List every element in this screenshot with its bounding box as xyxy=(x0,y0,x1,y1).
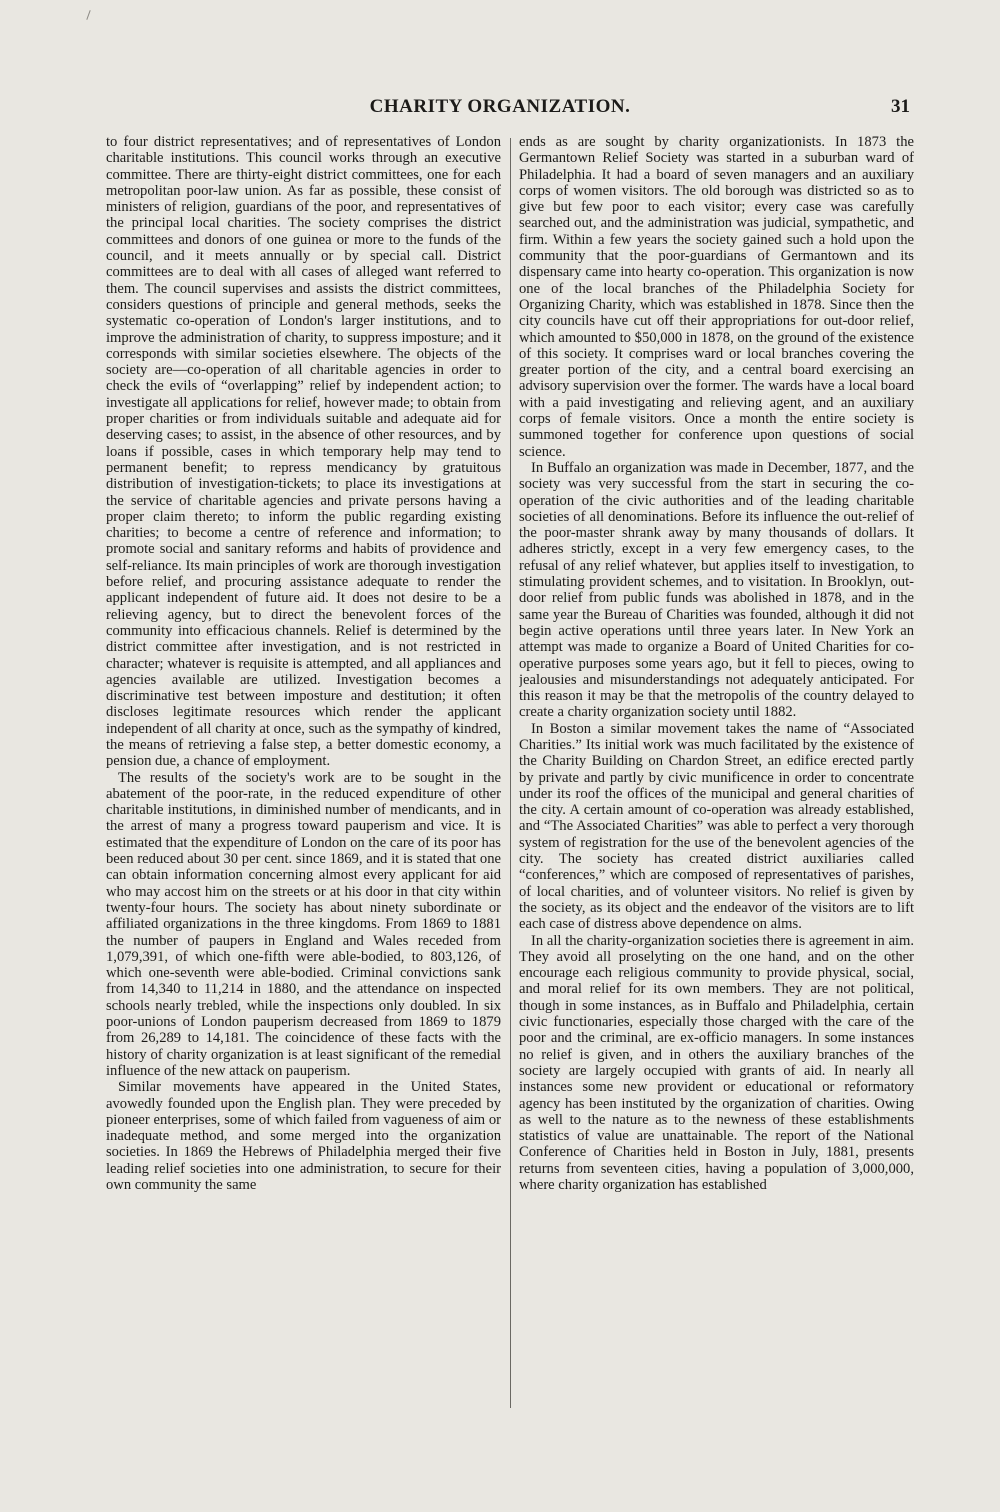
column-divider xyxy=(510,138,511,1408)
paragraph: ends as are sought by charity organizationists. In 1873 the Germantown Relief Society was started in a suburban ward of Philadelphia. It had a board of seven managers and an auxiliary corps of women visitors. The old borough was districted so as to give but few poor to each visitor; every case was carefully searched out, and the administration was judicial, sympathetic, and firm. Within a few years the society gained such a hold upon the community that the poor-guardians of Germantown and its dispensary came into hearty co-operation. This organization is now one of the local branches of the Philadelphia Society for Organizing Charity, which was established in 1878. Since then the city councils have cut off their appropriations for out-door relief, which amounted to $50,000 in 1878, on the ground of the existence of this society. It comprises ward or local branches covering the greater portion of the city, and a central board exercising an advisory supervision over the former. The wards have a local board with a paid investigating and relieving agent, and an auxiliary corps of female visitors. Once a month the entire society is summoned together for conference upon questions of social science. xyxy=(519,134,914,460)
right-column xyxy=(519,134,914,1409)
running-head: CHARITY ORGANIZATION. xyxy=(369,96,631,117)
paragraph: to four district representatives; and of representatives of London charitable institutions. This council works through an executive committee. There are thirty-eight district committees, one for each metropolitan poor-law union. As far as possible, these consist of ministers of religion, guardians of the poor, and representatives of the principal local charities. The society comprises the district committees and donors of one guinea or more to the funds of the council, and it meets annually or by special call. District committees are to deal with all cases of alleged want referred to them. The council supervises and assists the district committees, considers questions of principle and general methods, seeks the systematic co-operation of London's larger institutions, and to improve the administration of charity, to suppress imposture; and it corresponds with similar societies elsewhere. The objects of the society are—co-operation of all charitable agencies in order to check the evils of “overlapping” relief by independent action; to investigate all applications for relief, however made; to obtain from proper charities or from individuals suitable and adequate aid for deserving cases; to assist, in the absence of other resources, and by loans if possible, cases in which temporary help may tend to permanent benefit; to repress mendicancy by gratuitous distribution of investigation-tickets; to place its investigations at the service of charitable agencies and private persons having a proper claim thereto; to inform the public regarding existing charities; to become a centre of reference and information; to promote social and sanitary reforms and habits of providence and self-reliance. Its main principles of work are thorough investigation before relief, and procuring assistance adequate to render the applicant independent of future aid. It does not desire to be a relieving agency, but to direct the benevolent forces of the community into efficacious channels. Relief is determined by the district committee after investigation, and is not restricted in character; whatever is requisite is attempted, and all appliances and agencies available are utilized. Investigation becomes a discriminative test between imposture and destitution; it often discloses legitimate resources which render the applicant independent of all charity at once, such as the sympathy of kindred, the means of retrieving a false step, a better domestic economy, a pension due, a chance of employment. xyxy=(106,134,501,770)
page-header xyxy=(0,96,1000,120)
page-number: 31 xyxy=(891,96,910,117)
paragraph: In Boston a similar movement takes the name of “Associated Charities.” Its initial work was much facilitated by the existence of the Charity Building on Chardon Street, an edifice erected partly by private and partly by civic munificence in order to concentrate under its roof the offices of the municipal and general charities of the city. A certain amount of co-operation was already established, and “The Associated Charities” was able to perfect a very thorough system of registration for the use of the benevolent agencies of the city. The society has created district auxiliaries called “conferences,” which are composed of representatives of parishes, of local charities, and of volunteer visitors. No relief is given by the society, as its object and the endeavor of the visitors are to lift each case of distress above dependence on alms. xyxy=(519,720,914,933)
paragraph: Similar movements have appeared in the United States, avowedly founded upon the English plan. They were preceded by pioneer enterprises, some of which failed from vagueness of aim or inadequate method, and some merged into the organization societies. In 1869 the Hebrews of Philadelphia merged their five leading relief societies into one administration, to secure for their own community the same xyxy=(106,1079,501,1193)
margin-mark xyxy=(86,10,90,20)
paragraph: The results of the society's work are to be sought in the abatement of the poor-rate, in the reduced expenditure of other charitable institutions, in diminished number of mendicants, and in the arrest of many a progress toward pauperism and vice. It is estimated that the expenditure of London on the care of its poor has been reduced about 30 per cent. since 1869, and it is stated that one can obtain information concerning almost every applicant for aid who may accost him on the streets or at his door in that city within twenty-four hours. The society has about ninety subordinate or affiliated organizations in the three kingdoms. From 1869 to 1881 the number of paupers in England and Wales receded from 1,079,391, of which one-fifth were able-bodied, to 803,126, of which one-seventh were able-bodied. Criminal convictions sank from 14,340 to 11,214 in 1880, and the attendance on inspected schools nearly trebled, while the inspections only doubled. In six poor-unions of London pauperism decreased from 1869 to 1879 from 26,289 to 14,181. The coincidence of these facts with the history of charity organization is at least significant of the remedial influence of the new attack on pauperism. xyxy=(106,769,501,1079)
paragraph: In all the charity-organization societies there is agreement in aim. They avoid all proselyting on the one hand, and on the other encourage each religious community to provide physical, social, and moral relief for its own members. They are not political, though in some instances, as in Buffalo and Philadelphia, certain civic functionaries, especially those charged with the care of the poor and the criminal, are ex-officio managers. In some instances no relief is given, and in others the auxiliary branches of the society are largely occupied with grants of aid. In nearly all instances some new provident or educational or reformatory agency has been instituted by the organization of charities. Owing as well to the nature as to the newness of these establishments statistics of value are unattainable. The report of the National Conference of Charities held in Boston in July, 1881, presents returns from seventeen cities, having a population of 3,000,000, where charity organization has established xyxy=(519,932,914,1193)
paragraph: In Buffalo an organization was made in December, 1877, and the society was very successful from the start in securing the co-operation of the civic authorities and of the leading charitable societies of all denominations. Before its influence the out-relief of the poor-master shrank away by many thousands of dollars. It adheres strictly, except in a very few emergency cases, to the refusal of any relief whatever, but applies itself to investigation, to stimulating provident schemes, and to visitation. In Brooklyn, out-door relief from public funds was abolished in 1878, and in the same year the Bureau of Charities was founded, although it did not begin active operations until three years later. In New York an attempt was made to organize a Board of United Charities for co-operative purposes some years ago, but it fell to pieces, owing to jealousies and misunderstandings not adequately anticipated. For this reason it may be that the metropolis of the country delayed to create a charity organization society until 1882. xyxy=(519,459,914,721)
left-column xyxy=(106,134,501,1409)
text-columns xyxy=(106,134,914,1414)
